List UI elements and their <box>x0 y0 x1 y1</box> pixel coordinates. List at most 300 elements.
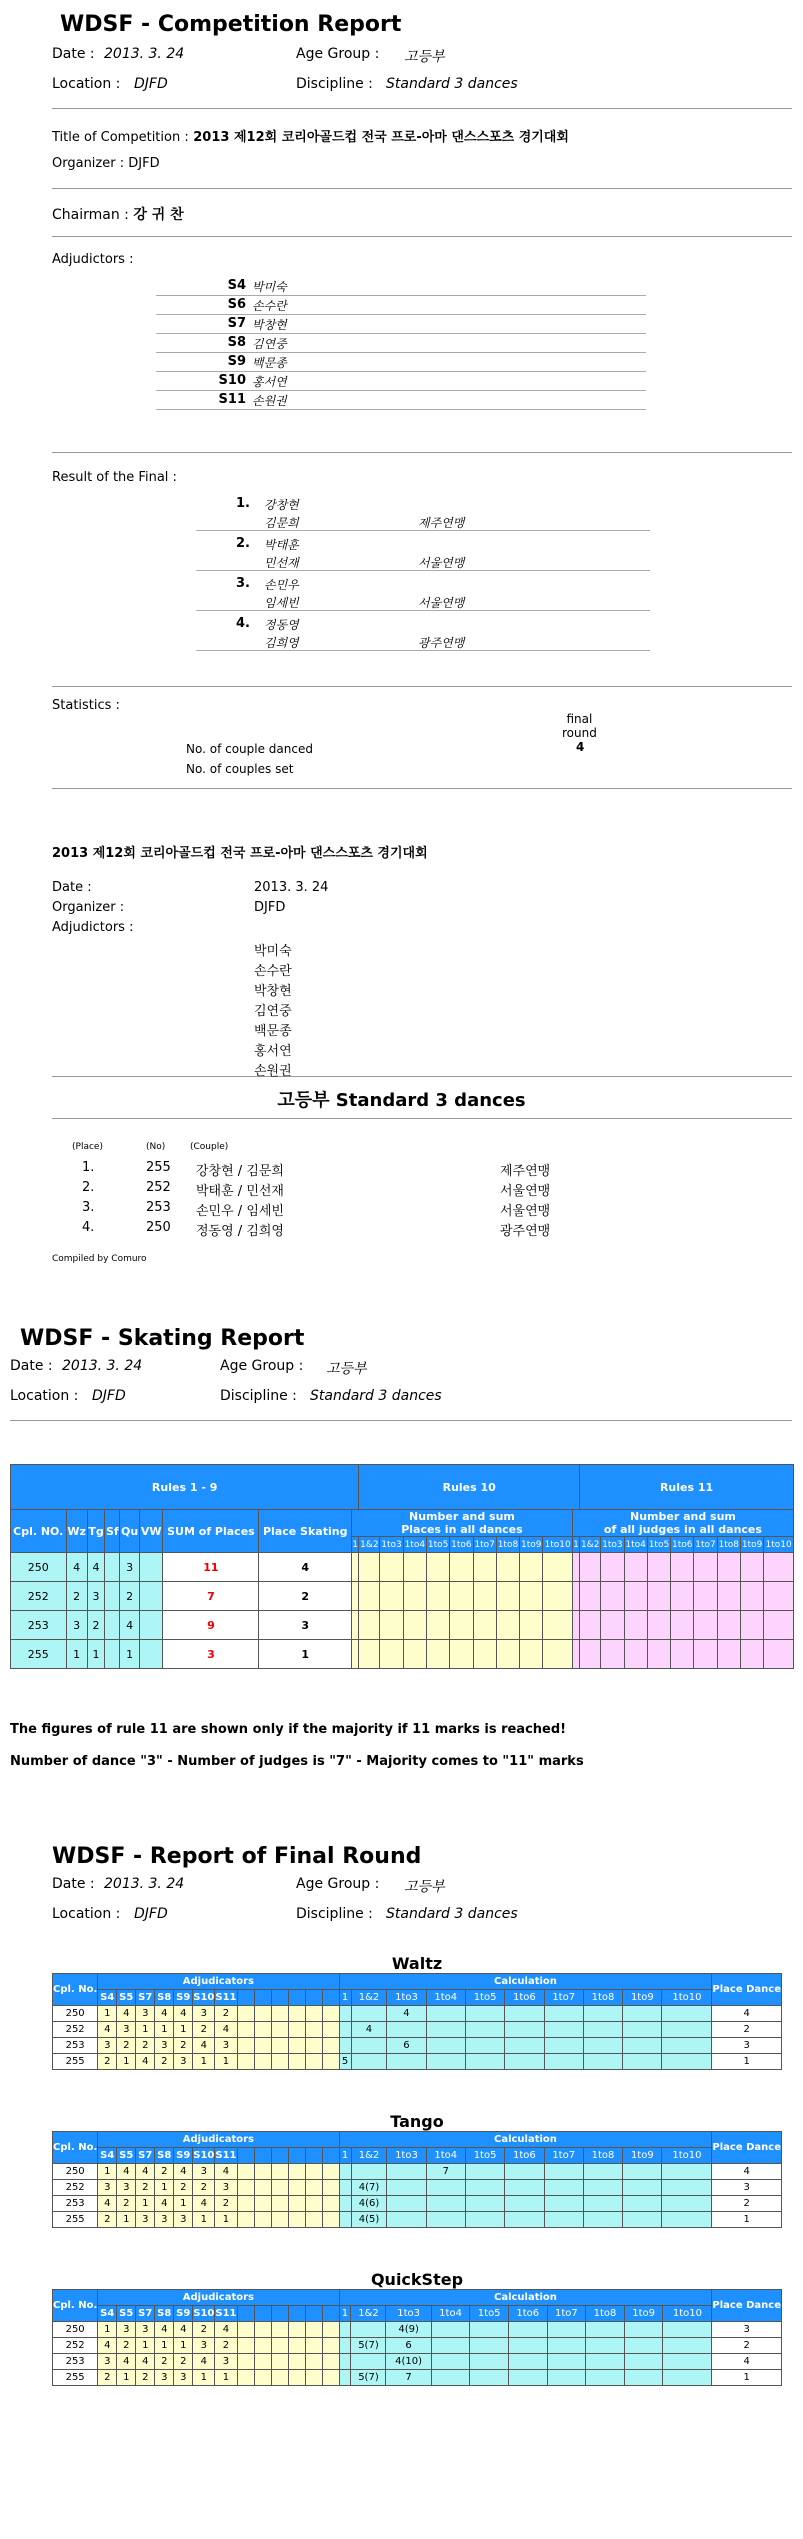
judge-mark-empty <box>271 2354 288 2370</box>
calc-cell <box>547 2338 586 2354</box>
dance-row <box>53 2212 782 2228</box>
rules-11-header: Rules 11 <box>580 1465 794 1510</box>
dance-place <box>105 1611 120 1640</box>
calc-cell <box>339 2370 351 2386</box>
judge-mark-empty <box>305 2006 322 2022</box>
judge-mark-empty <box>322 2370 339 2386</box>
judge-mark: 2 <box>155 2054 174 2070</box>
place-dance: 3 <box>712 2180 782 2196</box>
col-no: (No) <box>146 1142 166 1152</box>
rule11-cell <box>694 1582 717 1611</box>
calc-cell <box>387 2196 426 2212</box>
calc-cell <box>586 2338 625 2354</box>
summary-adjudicator: 손수란 <box>254 964 292 979</box>
rule10-cell <box>359 1553 380 1582</box>
couples-danced-value: 4 <box>576 740 585 754</box>
calc-cell <box>387 2164 426 2180</box>
judge-header-empty <box>271 2306 288 2322</box>
discipline-value: Standard 3 dances <box>386 76 518 92</box>
summary-adjudicator: 박미숙 <box>254 944 292 959</box>
judge-header: S9 <box>174 2306 193 2322</box>
calc-cell <box>387 2054 426 2070</box>
judge-mark-empty <box>237 2212 254 2228</box>
rule11-cell <box>764 1640 794 1669</box>
summary-couple: 강창현 / 김문희 <box>196 1164 284 1179</box>
rule10-cell <box>403 1611 426 1640</box>
judge-mark-empty <box>271 2038 288 2054</box>
cpl-no: 255 <box>11 1640 67 1669</box>
adjudicators-label: Adjudictors : <box>52 252 134 267</box>
statistics-label: Statistics : <box>52 698 120 713</box>
calc-cell <box>426 2006 465 2022</box>
calc-col-header: 1to10 <box>543 1537 572 1553</box>
rule11-cell <box>717 1611 740 1640</box>
calc-cell <box>662 2180 712 2196</box>
divider <box>52 108 792 109</box>
summary-adjudicators-label: Adjudictors : <box>52 920 134 935</box>
rule11-cell <box>694 1553 717 1582</box>
calc-cell: 4 <box>351 2022 387 2038</box>
result-partner-1: 정동영 <box>264 618 299 632</box>
summary-organizer-label: Organizer : <box>52 900 125 915</box>
calc-col-header: 1to4 <box>426 1990 465 2006</box>
col-adjudicators: Adjudicators <box>98 2290 339 2306</box>
judge-mark: 4 <box>193 2038 215 2054</box>
rule10-cell <box>352 1582 359 1611</box>
judge-header-empty <box>271 1990 288 2006</box>
result-partner-2: 임세빈 <box>264 596 299 610</box>
compiled-by: Compiled by Comuro <box>52 1254 147 1264</box>
calc-cell: 7 <box>426 2164 465 2180</box>
judge-header: S9 <box>174 1990 193 2006</box>
judge-header: S5 <box>117 2148 136 2164</box>
divider <box>52 452 792 453</box>
calc-cell <box>505 2196 544 2212</box>
judge-mark: 1 <box>117 2212 136 2228</box>
divider <box>156 295 646 296</box>
cpl-no: 252 <box>11 1582 67 1611</box>
skating-location: DJFD <box>92 1388 126 1404</box>
place-skating: 1 <box>259 1640 352 1669</box>
judge-mark-empty <box>254 2338 271 2354</box>
judge-mark-empty <box>254 2180 271 2196</box>
rule10-cell <box>496 1553 519 1582</box>
judge-mark: 3 <box>98 2038 117 2054</box>
calc-cell <box>583 2022 622 2038</box>
judge-mark: 3 <box>193 2164 215 2180</box>
divider <box>52 1076 792 1077</box>
judge-mark: 1 <box>98 2164 117 2180</box>
col-adjudicators: Adjudicators <box>98 2132 339 2148</box>
chairman: Chairman : 강 귀 찬 <box>52 207 184 223</box>
date-value: 2013. 3. 24 <box>104 46 185 62</box>
cpl-no: 250 <box>53 2322 98 2338</box>
judge-mark: 3 <box>136 2006 155 2022</box>
place-skating: 3 <box>259 1611 352 1640</box>
judge-header-empty <box>322 2306 339 2322</box>
calc-cell <box>465 2038 504 2054</box>
dance-place: 4 <box>120 1611 140 1640</box>
rule10-cell <box>520 1611 543 1640</box>
place-dance: 1 <box>712 2370 782 2386</box>
calc-cell <box>431 2338 470 2354</box>
judge-header-empty <box>254 2306 271 2322</box>
judge-mark-empty <box>254 2164 271 2180</box>
calc-col-header: 1&2 <box>351 2306 386 2322</box>
divider <box>52 236 792 237</box>
dance-place <box>139 1640 162 1669</box>
cpl-no: 250 <box>11 1553 67 1582</box>
calc-col-header: 1to6 <box>505 2148 544 2164</box>
calc-cell <box>623 2006 662 2022</box>
rule10-cell <box>520 1640 543 1669</box>
judge-header: S10 <box>193 2148 215 2164</box>
judge-mark-empty <box>237 2196 254 2212</box>
dance-place <box>105 1640 120 1669</box>
rule10-cell <box>380 1611 403 1640</box>
judge-mark-empty <box>322 2338 339 2354</box>
summary-title: 2013 제12회 코리아골드컵 전국 프로-아마 댄스스포츠 경기대회 <box>52 846 428 861</box>
adjudicator-code: S10 <box>218 373 246 388</box>
calc-cell: 7 <box>386 2370 431 2386</box>
judge-mark-empty <box>322 2322 339 2338</box>
calc-col-header: 1to10 <box>662 2148 712 2164</box>
dance-place <box>139 1611 162 1640</box>
judge-mark-empty <box>305 2370 322 2386</box>
rule11-cell <box>572 1611 579 1640</box>
dance-place: 2 <box>120 1582 140 1611</box>
judge-mark: 4 <box>174 2322 193 2338</box>
calc-cell <box>431 2354 470 2370</box>
summary-no: 253 <box>146 1200 171 1215</box>
calc-col-header: 1 <box>572 1537 579 1553</box>
calc-cell <box>663 2322 712 2338</box>
dance-row <box>53 2054 782 2070</box>
judge-mark: 4 <box>136 2054 155 2070</box>
location-value: DJFD <box>134 76 168 92</box>
place-dance: 2 <box>712 2338 782 2354</box>
judge-header: S8 <box>155 2306 174 2322</box>
calc-col-header: 1to8 <box>496 1537 519 1553</box>
calc-cell: 4(7) <box>351 2180 387 2196</box>
judge-mark: 1 <box>215 2212 237 2228</box>
dance-place: 4 <box>66 1553 87 1582</box>
calc-col-header: 1to8 <box>583 1990 622 2006</box>
rule11-cell <box>717 1553 740 1582</box>
judge-mark-empty <box>288 2006 305 2022</box>
divider <box>52 686 792 687</box>
judge-mark-empty <box>288 2322 305 2338</box>
summary-club: 서울연맹 <box>500 1204 551 1219</box>
calc-cell <box>583 2006 622 2022</box>
rule11-cell <box>601 1553 624 1582</box>
judge-mark-empty <box>254 2054 271 2070</box>
judge-mark: 3 <box>174 2054 193 2070</box>
judge-mark: 2 <box>215 2006 237 2022</box>
judge-mark: 3 <box>193 2006 215 2022</box>
rules-11-sub: Number and sum of all judges in all dances <box>572 1510 793 1537</box>
sum-of-places: 11 <box>163 1553 259 1582</box>
summary-place: 3. <box>82 1200 95 1215</box>
judge-mark: 2 <box>215 2338 237 2354</box>
judge-mark: 1 <box>136 2196 155 2212</box>
calc-cell <box>505 2180 544 2196</box>
rule10-cell <box>473 1611 496 1640</box>
calc-cell <box>426 2054 465 2070</box>
calc-cell <box>544 2054 583 2070</box>
adjudicator-name: 박창현 <box>252 318 287 332</box>
dance-place <box>139 1582 162 1611</box>
judge-mark: 2 <box>174 2354 193 2370</box>
calc-col-header: 1to5 <box>465 1990 504 2006</box>
calc-cell <box>544 2180 583 2196</box>
col-sum: SUM of Places <box>163 1510 259 1553</box>
skating-location-label: Location : <box>10 1388 79 1404</box>
calc-cell <box>387 2180 426 2196</box>
col-dance: Wz <box>66 1510 87 1553</box>
judge-mark-empty <box>288 2354 305 2370</box>
calc-cell: 5(7) <box>351 2370 386 2386</box>
age-group-value: 고등부 <box>404 49 445 65</box>
calc-cell <box>387 2212 426 2228</box>
rule11-cell <box>572 1640 579 1669</box>
rule11-cell <box>764 1611 794 1640</box>
rule10-cell <box>403 1553 426 1582</box>
calc-col-header: 1to3 <box>380 1537 403 1553</box>
summary-no: 250 <box>146 1220 171 1235</box>
calc-cell <box>623 2180 662 2196</box>
calc-col-header: 1to9 <box>520 1537 543 1553</box>
calc-col-header: 1to9 <box>623 1990 662 2006</box>
judge-mark: 1 <box>215 2054 237 2070</box>
calc-cell <box>465 2180 504 2196</box>
divider <box>52 1118 792 1119</box>
judge-mark-empty <box>305 2322 322 2338</box>
place-dance: 2 <box>712 2022 782 2038</box>
calc-col-header: 1to9 <box>740 1537 763 1553</box>
judge-mark: 1 <box>155 2338 174 2354</box>
rule11-cell <box>624 1611 647 1640</box>
judge-mark: 2 <box>193 2322 215 2338</box>
calc-cell <box>623 2038 662 2054</box>
rule10-cell <box>543 1553 572 1582</box>
calc-col-header: 1to3 <box>387 2148 426 2164</box>
calc-col-header: 1&2 <box>351 2148 387 2164</box>
rule10-cell <box>496 1611 519 1640</box>
judge-mark: 2 <box>117 2196 136 2212</box>
calc-cell <box>624 2322 663 2338</box>
summary-adjudicator: 백문종 <box>254 1024 292 1039</box>
calc-col-header: 1to5 <box>465 2148 504 2164</box>
rule10-cell <box>359 1640 380 1669</box>
rule11-cell <box>647 1611 670 1640</box>
judge-mark-empty <box>288 2164 305 2180</box>
calc-col-header: 1to10 <box>662 1990 712 2006</box>
judge-mark: 1 <box>136 2022 155 2038</box>
adjudicator-name: 김연중 <box>252 337 287 351</box>
calc-cell <box>426 2022 465 2038</box>
rule11-cell <box>647 1553 670 1582</box>
calc-cell <box>508 2322 547 2338</box>
dance-place <box>139 1553 162 1582</box>
calc-cell <box>426 2180 465 2196</box>
place-dance: 4 <box>712 2164 782 2180</box>
result-label: Result of the Final : <box>52 470 177 485</box>
rule10-cell <box>403 1582 426 1611</box>
divider <box>196 530 650 531</box>
result-partner-1: 강창현 <box>264 498 299 512</box>
dance-name: QuickStep <box>370 2270 464 2289</box>
calc-cell <box>544 2022 583 2038</box>
judge-mark: 1 <box>174 2196 193 2212</box>
dance-place: 3 <box>87 1582 105 1611</box>
judge-mark: 4 <box>155 2196 174 2212</box>
calc-cell <box>544 2196 583 2212</box>
title-of-competition: Title of Competition : 2013 제12회 코리아골드컵 전국 프로-아마 댄스스포츠 경기대회 <box>52 130 569 145</box>
summary-couple: 손민우 / 임세빈 <box>196 1204 284 1219</box>
adjudicator-name: 백문종 <box>252 356 287 370</box>
rule11-cell <box>764 1582 794 1611</box>
calc-cell <box>351 2164 387 2180</box>
result-partner-1: 손민우 <box>264 578 299 592</box>
rule11-cell <box>671 1640 694 1669</box>
judge-mark-empty <box>322 2022 339 2038</box>
judge-mark: 1 <box>117 2054 136 2070</box>
dance-row <box>53 2038 782 2054</box>
judge-mark-empty <box>271 2180 288 2196</box>
summary-adjudicator: 박창현 <box>254 984 292 999</box>
rule11-cell <box>624 1582 647 1611</box>
judge-mark: 3 <box>215 2180 237 2196</box>
calc-col-header: 1&2 <box>351 1990 387 2006</box>
adjudicator-code: S8 <box>227 335 246 350</box>
dance-row <box>53 2022 782 2038</box>
col-place-dance: Place Dance <box>712 2132 782 2164</box>
col-place-skating: Place Skating <box>259 1510 352 1553</box>
judge-mark: 2 <box>98 2212 117 2228</box>
judge-header-empty <box>322 1990 339 2006</box>
rules-10-header: Rules 10 <box>359 1465 580 1510</box>
judge-mark-empty <box>254 2212 271 2228</box>
summary-no: 252 <box>146 1180 171 1195</box>
dance-table <box>52 2131 782 2228</box>
rule11-cell <box>624 1553 647 1582</box>
rule10-cell <box>473 1582 496 1611</box>
dance-table <box>52 1973 782 2070</box>
judge-mark: 4 <box>215 2164 237 2180</box>
rule11-cell <box>764 1553 794 1582</box>
judge-header: S4 <box>98 1990 117 2006</box>
cpl-no: 252 <box>53 2022 98 2038</box>
judge-mark-empty <box>237 2038 254 2054</box>
result-club: 광주연맹 <box>418 636 465 650</box>
discipline-label: Discipline : <box>296 76 373 92</box>
calc-cell <box>586 2322 625 2338</box>
judge-mark: 3 <box>215 2354 237 2370</box>
calc-cell <box>351 2322 386 2338</box>
rule11-cell <box>601 1640 624 1669</box>
divider <box>156 409 646 410</box>
judge-mark-empty <box>288 2338 305 2354</box>
rule11-cell <box>671 1553 694 1582</box>
dance-place: 3 <box>120 1553 140 1582</box>
calc-col-header: 1to6 <box>508 2306 547 2322</box>
judge-header: S8 <box>155 1990 174 2006</box>
judge-mark-empty <box>271 2196 288 2212</box>
divider <box>196 650 650 651</box>
calc-cell <box>426 2196 465 2212</box>
judge-mark: 3 <box>155 2038 174 2054</box>
rule11-cell <box>740 1640 763 1669</box>
adjudicator-code: S11 <box>218 392 246 407</box>
calc-cell <box>662 2164 712 2180</box>
adjudicator-name: 박미숙 <box>252 280 287 294</box>
calc-cell <box>508 2338 547 2354</box>
result-partner-1: 박태훈 <box>264 538 299 552</box>
calc-col-header: 1&2 <box>580 1537 601 1553</box>
dance-place <box>105 1582 120 1611</box>
final-round-title: WDSF - Report of Final Round <box>52 1844 422 1869</box>
judge-header: S7 <box>136 2306 155 2322</box>
calc-cell <box>662 2054 712 2070</box>
judge-mark-empty <box>254 2354 271 2370</box>
calc-cell <box>624 2338 663 2354</box>
judge-mark-empty <box>271 2370 288 2386</box>
cpl-no: 253 <box>53 2038 98 2054</box>
judge-mark-empty <box>305 2054 322 2070</box>
divider <box>156 333 646 334</box>
judge-mark-empty <box>322 2006 339 2022</box>
rule11-cell <box>740 1582 763 1611</box>
place-dance: 4 <box>712 2006 782 2022</box>
calc-col-header: 1to5 <box>470 2306 509 2322</box>
rule10-cell <box>380 1582 403 1611</box>
judge-mark-empty <box>322 2054 339 2070</box>
judge-mark-empty <box>322 2180 339 2196</box>
judge-mark: 1 <box>98 2322 117 2338</box>
judge-mark: 4 <box>98 2022 117 2038</box>
col-cpl: Cpl. No. <box>53 2132 98 2164</box>
rule10-cell <box>450 1640 473 1669</box>
rule11-cell <box>580 1582 601 1611</box>
judge-mark-empty <box>305 2180 322 2196</box>
calc-col-header: 1to7 <box>544 1990 583 2006</box>
calc-col-header: 1to5 <box>426 1537 449 1553</box>
age-group-label: Age Group : <box>296 46 380 62</box>
rule10-cell <box>496 1582 519 1611</box>
judge-mark: 1 <box>174 2022 193 2038</box>
judge-mark-empty <box>254 2196 271 2212</box>
rule10-cell <box>426 1582 449 1611</box>
divider <box>52 188 792 189</box>
calc-cell: 4(10) <box>386 2354 431 2370</box>
rule11-cell <box>580 1611 601 1640</box>
organizer: Organizer : DJFD <box>52 156 160 171</box>
dance-table-wrap <box>52 2270 782 2386</box>
place-dance: 4 <box>712 2354 782 2370</box>
judge-mark-empty <box>237 2370 254 2386</box>
judge-mark-empty <box>288 2022 305 2038</box>
col-couple: (Couple) <box>190 1142 229 1152</box>
col-adjudicators: Adjudicators <box>98 1974 339 1990</box>
rule10-cell <box>426 1553 449 1582</box>
judge-mark-empty <box>254 2006 271 2022</box>
summary-heading: 고등부 Standard 3 dances <box>277 1090 526 1111</box>
result-club: 서울연맹 <box>418 556 465 570</box>
judge-header: S10 <box>193 1990 215 2006</box>
judge-mark-empty <box>254 2322 271 2338</box>
calc-cell: 4(9) <box>386 2322 431 2338</box>
